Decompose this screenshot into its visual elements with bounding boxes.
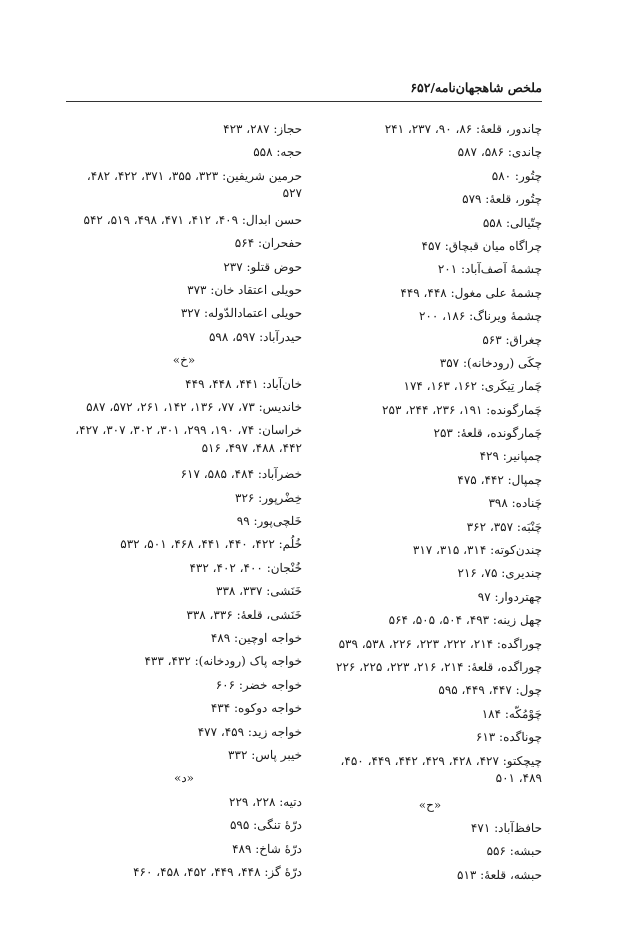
section-letter-heading: «ح» bbox=[418, 797, 442, 812]
index-entry: درّهٔ شاخ: ۴۸۹ bbox=[232, 841, 302, 856]
index-column-left bbox=[66, 118, 302, 884]
index-entry: خراسان: ۷۴، ۱۹۰، ۲۹۹، ۳۰۱، ۳۰۲، ۳۰۷، ۴۲۷، ۴۴۲، ۴۸۸، ۴۹۷، ۵۱۶ bbox=[75, 423, 302, 455]
index-entry: خَنَشی: ۳۳۷، ۳۳۸ bbox=[216, 584, 302, 599]
header-rule bbox=[66, 101, 542, 102]
index-entry: چتُور، قلعهٔ: ۵۷۹ bbox=[462, 192, 542, 207]
index-entry: چاندور، قلعهٔ: ۸۶، ۹۰، ۲۳۷، ۲۴۱ bbox=[384, 122, 542, 136]
index-entry: خواجه دوکوه: ۴۳۴ bbox=[210, 701, 302, 716]
index-entry: خُلُم: ۴۲۲، ۴۴۰، ۴۴۱، ۴۶۸، ۵۰۱، ۵۳۲ bbox=[120, 537, 302, 552]
index-entry: چتّیالی: ۵۵۸ bbox=[482, 215, 542, 230]
index-entry: چَنْبَه: ۳۵۷، ۳۶۲ bbox=[466, 519, 542, 534]
index-entry: خواجه زید: ۴۵۹، ۴۷۷ bbox=[197, 724, 302, 739]
index-entry: دتیه: ۲۲۸، ۲۲۹ bbox=[229, 794, 302, 809]
index-entry: چندیری: ۷۵، ۲۱۶ bbox=[457, 566, 542, 581]
index-entry: حبشه: ۵۵۶ bbox=[486, 844, 542, 859]
index-entry: حجاز: ۲۸۷، ۴۲۳ bbox=[223, 122, 302, 136]
index-entry: چَوْمُکّه: ۱۸۴ bbox=[481, 706, 542, 721]
index-entry: خِضْرپور: ۳۲۶ bbox=[235, 490, 302, 505]
index-entry: حرمین شریفین: ۳۲۳، ۳۵۵، ۳۷۱، ۴۲۲، ۴۸۲، ۵۲۷ bbox=[86, 168, 302, 201]
index-entry: حوض قتلو: ۲۳۷ bbox=[223, 259, 302, 274]
index-entry: خُنْجان: ۴۰۰، ۴۰۲، ۴۳۲ bbox=[189, 560, 302, 575]
index-entry: خواجه خضر: ۶۰۶ bbox=[215, 677, 302, 692]
index-entry: چغراق: ۵۶۳ bbox=[482, 332, 542, 347]
running-header: ملخص شاهجهان‌نامه/۶۵۲ bbox=[410, 80, 542, 95]
index-entry: چَمارگونده، قلعهٔ: ۲۵۳ bbox=[433, 426, 542, 441]
index-entry: حویلی اعتقاد خان: ۳۷۳ bbox=[187, 282, 302, 297]
index-entry: چیچکتو: ۴۲۷، ۴۲۸، ۴۲۹، ۴۴۲، ۴۴۹، ۴۵۰، ۴۸۹، ۵۰۱ bbox=[340, 753, 542, 786]
index-entry: چهتردوار: ۹۷ bbox=[477, 589, 542, 604]
index-entry: چراگاه میان قبچاق: ۴۵۷ bbox=[421, 238, 542, 253]
index-entry: حیدرآباد: ۵۹۷، ۵۹۸ bbox=[208, 329, 302, 344]
index-entry: خاندیس: ۷۳، ۷۷، ۱۳۶، ۱۴۲، ۲۶۱، ۵۷۲، ۵۸۷ bbox=[86, 399, 302, 414]
index-entry: حافظ‌آباد: ۴۷۱ bbox=[470, 820, 542, 835]
index-entry: چوراگده: ۲۱۴، ۲۲۲، ۲۲۳، ۲۲۶، ۵۳۸، ۵۳۹ bbox=[338, 636, 542, 651]
index-entry: چکَی (رودخانه): ۳۵۷ bbox=[439, 355, 542, 370]
index-entry: چمپال: ۴۴۲، ۴۷۵ bbox=[457, 472, 542, 487]
index-entry: چوراگده، قلعهٔ: ۲۱۴، ۲۱۶، ۲۲۳، ۲۲۵، ۲۲۶ bbox=[336, 659, 542, 674]
index-entry: خَنَشی، قلعهٔ: ۳۳۶، ۳۳۸ bbox=[186, 607, 302, 622]
index-entry: خیبر پاس: ۳۳۲ bbox=[228, 747, 302, 762]
index-entry: حبشه، قلعهٔ: ۵۱۳ bbox=[457, 867, 542, 882]
index-entry: چتُور: ۵۸۰ bbox=[491, 168, 542, 183]
index-entry: خَلچی‌پور: ۹۹ bbox=[236, 514, 302, 529]
index-entry: چاندی: ۵۸۶، ۵۸۷ bbox=[457, 145, 542, 160]
index-entry: حویلی اعتمادالدّوله: ۳۲۷ bbox=[180, 306, 302, 321]
index-entry: چشمهٔ علی مغول: ۴۴۸، ۴۴۹ bbox=[400, 285, 542, 300]
index-entry: درّهٔ گز: ۴۴۸، ۴۴۹، ۴۵۲، ۴۵۸، ۴۶۰ bbox=[133, 864, 302, 879]
index-entry: حفحران: ۵۶۴ bbox=[234, 236, 302, 251]
index-entry: خواجه پاک (رودخانه): ۴۳۲، ۴۳۳ bbox=[144, 654, 302, 669]
index-entry: خواجه اوچین: ۴۸۹ bbox=[210, 631, 302, 646]
index-entry: چشمهٔ ویرناگ: ۱۸۶، ۲۰۰ bbox=[418, 309, 542, 324]
index-entry: چندن‌کوته: ۳۱۴، ۳۱۵، ۳۱۷ bbox=[412, 543, 542, 558]
index-entry: چهل زینه: ۴۹۳، ۵۰۴، ۵۰۵، ۵۶۴ bbox=[388, 613, 542, 628]
index-entry: درّهٔ تنگی: ۵۹۵ bbox=[229, 818, 302, 833]
section-letter-heading: «خ» bbox=[172, 353, 196, 368]
index-entry: خان‌آباد: ۴۴۱، ۴۴۸، ۴۴۹ bbox=[185, 376, 302, 391]
index-entry: حسن ابدال: ۴۰۹، ۴۱۲، ۴۷۱، ۴۹۸، ۵۱۹، ۵۴۲ bbox=[83, 212, 302, 227]
index-entry: چشمهٔ آصف‌آباد: ۲۰۱ bbox=[437, 262, 542, 277]
index-entry: حجه: ۵۵۸ bbox=[253, 145, 302, 160]
section-letter-heading: «د» bbox=[173, 771, 195, 786]
index-entry: چَمار تِیکَری: ۱۶۲، ۱۶۳، ۱۷۴ bbox=[403, 379, 542, 394]
index-entry: چوناگده: ۶۱۳ bbox=[475, 730, 542, 745]
index-entry: چَمارگونده: ۱۹۱، ۲۳۶، ۲۴۴، ۲۵۳ bbox=[382, 402, 542, 417]
index-entry: خضرآباد: ۴۸۴، ۵۸۵، ۶۱۷ bbox=[180, 467, 302, 482]
index-column-right bbox=[318, 118, 542, 887]
index-entry: چمپانیر: ۴۲۹ bbox=[479, 449, 542, 464]
index-entry: چَناده: ۳۹۸ bbox=[488, 496, 542, 511]
index-entry: چول: ۴۴۷، ۴۴۹، ۵۹۵ bbox=[438, 683, 542, 698]
